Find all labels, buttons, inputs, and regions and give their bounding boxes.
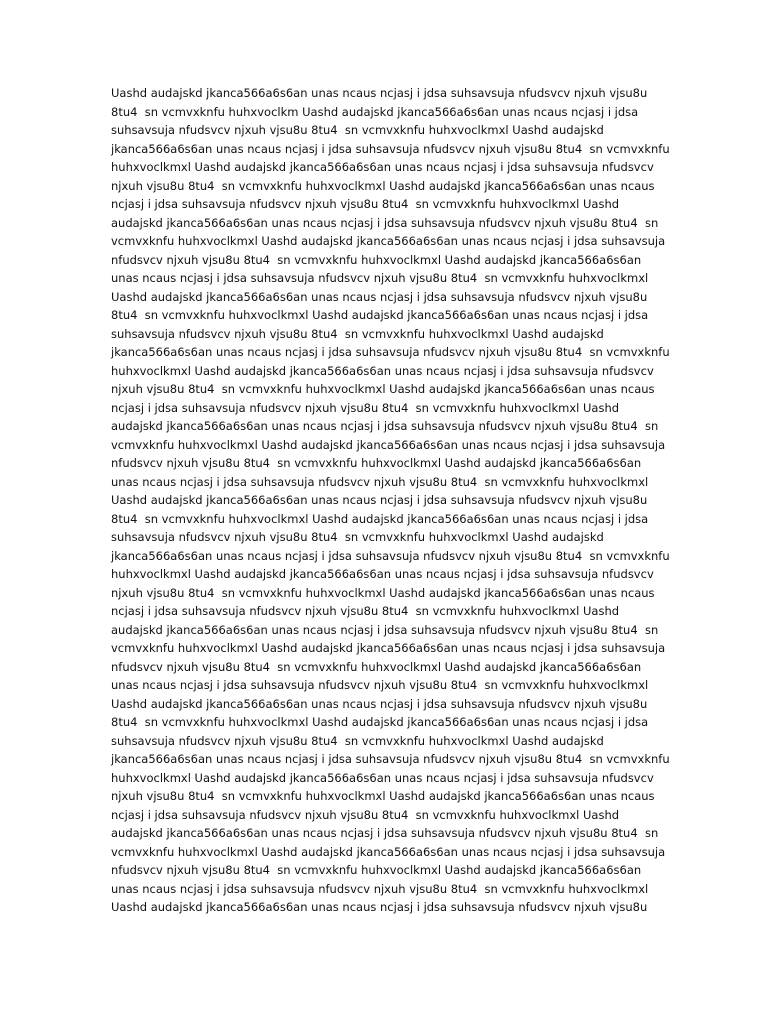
text-line: vcmvxknfu huhxvoclkmxl Uashd audajskd jkanca566a6s6an unas ncaus ncjasj i jdsa suhsavsuja bbox=[111, 641, 666, 655]
text-line: suhsavsuja nfudsvcv njxuh vjsu8u 8tu4 sn vcmvxknfu huhxvoclkmxl Uashd audajskd bbox=[111, 733, 604, 748]
text-line: Uashd audajskd jkanca566a6s6an unas ncaus ncjasj i jdsa suhsavsuja nfudsvcv njxuh vjsu8u bbox=[111, 493, 648, 507]
text-line: Uashd audajskd jkanca566a6s6an unas ncaus ncjasj i jdsa suhsavsuja nfudsvcv njxuh vjsu8u bbox=[111, 696, 648, 711]
text-line: vcmvxknfu huhxvoclkmxl Uashd audajskd jkanca566a6s6an unas ncaus ncjasj i jdsa suhsavsuja bbox=[111, 844, 666, 859]
text-line: vcmvxknfu huhxvoclkmxl Uashd audajskd jkanca566a6s6an unas ncaus ncjasj i jdsa suhsavsuja bbox=[111, 437, 666, 452]
text-line: unas ncaus ncjasj i jdsa suhsavsuja nfudsvcv njxuh vjsu8u 8tu4 sn vcmvxknfu huhxvoclkmxl bbox=[111, 881, 649, 896]
text-line: 8tu4 sn vcmvxknfu huhxvoclkm Uashd audajskd jkanca566a6s6an unas ncaus ncjasj i jdsa bbox=[111, 104, 639, 119]
text-line: suhsavsuja nfudsvcv njxuh vjsu8u 8tu4 sn vcmvxknfu huhxvoclkmxl Uashd audajskd bbox=[111, 530, 604, 544]
text-line: Uashd audajskd jkanca566a6s6an unas ncaus ncjasj i jdsa suhsavsuja nfudsvcv njxuh vjsu8u bbox=[111, 289, 648, 304]
text-line: nfudsvcv njxuh vjsu8u 8tu4 sn vcmvxknfu huhxvoclkmxl Uashd audajskd jkanca566a6s6an bbox=[111, 456, 642, 470]
text-line: 8tu4 sn vcmvxknfu huhxvoclkmxl Uashd audajskd jkanca566a6s6an unas ncaus ncjasj i jdsa bbox=[111, 715, 649, 729]
text-line: njxuh vjsu8u 8tu4 sn vcmvxknfu huhxvoclkmxl Uashd audajskd jkanca566a6s6an unas ncaus bbox=[111, 789, 655, 803]
text-line: unas ncaus ncjasj i jdsa suhsavsuja nfudsvcv njxuh vjsu8u 8tu4 sn vcmvxknfu huhxvoclkmxl bbox=[111, 474, 649, 489]
text-line: audajskd jkanca566a6s6an unas ncaus ncjasj i jdsa suhsavsuja nfudsvcv njxuh vjsu8u 8tu4 sn bbox=[111, 419, 659, 433]
text-line: nfudsvcv njxuh vjsu8u 8tu4 sn vcmvxknfu huhxvoclkmxl Uashd audajskd jkanca566a6s6an bbox=[111, 252, 642, 267]
text-line: unas ncaus ncjasj i jdsa suhsavsuja nfudsvcv njxuh vjsu8u 8tu4 sn vcmvxknfu huhxvoclkmxl bbox=[111, 678, 649, 692]
text-line: jkanca566a6s6an unas ncaus ncjasj i jdsa suhsavsuja nfudsvcv njxuh vjsu8u 8tu4 sn vcmvxknfu bbox=[111, 345, 670, 359]
text-line: njxuh vjsu8u 8tu4 sn vcmvxknfu huhxvoclkmxl Uashd audajskd jkanca566a6s6an unas ncaus bbox=[111, 382, 655, 396]
text-line: ncjasj i jdsa suhsavsuja nfudsvcv njxuh vjsu8u 8tu4 sn vcmvxknfu huhxvoclkmxl Uashd bbox=[111, 197, 620, 211]
text-line: unas ncaus ncjasj i jdsa suhsavsuja nfudsvcv njxuh vjsu8u 8tu4 sn vcmvxknfu huhxvoclkmxl bbox=[111, 271, 649, 285]
text-line: huhxvoclkmxl Uashd audajskd jkanca566a6s6an unas ncaus ncjasj i jdsa suhsavsuja nfudsvcv bbox=[111, 770, 654, 785]
text-line: vcmvxknfu huhxvoclkmxl Uashd audajskd jkanca566a6s6an unas ncaus ncjasj i jdsa suhsavsuja bbox=[111, 234, 666, 248]
text-line: ncjasj i jdsa suhsavsuja nfudsvcv njxuh vjsu8u 8tu4 sn vcmvxknfu huhxvoclkmxl Uashd bbox=[111, 807, 620, 822]
text-line: suhsavsuja nfudsvcv njxuh vjsu8u 8tu4 sn vcmvxknfu huhxvoclkmxl Uashd audajskd bbox=[111, 123, 604, 137]
text-line: huhxvoclkmxl Uashd audajskd jkanca566a6s6an unas ncaus ncjasj i jdsa suhsavsuja nfudsvcv bbox=[111, 363, 654, 378]
text-line: huhxvoclkmxl Uashd audajskd jkanca566a6s6an unas ncaus ncjasj i jdsa suhsavsuja nfudsvcv bbox=[111, 160, 654, 174]
text-line: ncjasj i jdsa suhsavsuja nfudsvcv njxuh vjsu8u 8tu4 sn vcmvxknfu huhxvoclkmxl Uashd bbox=[111, 400, 620, 415]
text-line: njxuh vjsu8u 8tu4 sn vcmvxknfu huhxvoclkmxl Uashd audajskd jkanca566a6s6an unas ncaus bbox=[111, 585, 655, 600]
text-line: audajskd jkanca566a6s6an unas ncaus ncjasj i jdsa suhsavsuja nfudsvcv njxuh vjsu8u 8tu4 sn bbox=[111, 622, 659, 637]
text-line: jkanca566a6s6an unas ncaus ncjasj i jdsa suhsavsuja nfudsvcv njxuh vjsu8u 8tu4 sn vcmvxknfu bbox=[111, 548, 670, 563]
text-line: 8tu4 sn vcmvxknfu huhxvoclkmxl Uashd audajskd jkanca566a6s6an unas ncaus ncjasj i jdsa bbox=[111, 511, 649, 526]
text-line: nfudsvcv njxuh vjsu8u 8tu4 sn vcmvxknfu huhxvoclkmxl Uashd audajskd jkanca566a6s6an bbox=[111, 863, 642, 877]
body-text bbox=[111, 84, 671, 917]
text-line: Uashd audajskd jkanca566a6s6an unas ncaus ncjasj i jdsa suhsavsuja nfudsvcv njxuh vjsu8u bbox=[111, 86, 648, 100]
text-line: ncjasj i jdsa suhsavsuja nfudsvcv njxuh vjsu8u 8tu4 sn vcmvxknfu huhxvoclkmxl Uashd bbox=[111, 604, 620, 618]
text-line: 8tu4 sn vcmvxknfu huhxvoclkmxl Uashd audajskd jkanca566a6s6an unas ncaus ncjasj i jdsa bbox=[111, 308, 649, 322]
text-line: huhxvoclkmxl Uashd audajskd jkanca566a6s6an unas ncaus ncjasj i jdsa suhsavsuja nfudsvcv bbox=[111, 567, 654, 581]
text-line: audajskd jkanca566a6s6an unas ncaus ncjasj i jdsa suhsavsuja nfudsvcv njxuh vjsu8u 8tu4 sn bbox=[111, 826, 659, 840]
text-line: nfudsvcv njxuh vjsu8u 8tu4 sn vcmvxknfu huhxvoclkmxl Uashd audajskd jkanca566a6s6an bbox=[111, 659, 642, 674]
text-line: jkanca566a6s6an unas ncaus ncjasj i jdsa suhsavsuja nfudsvcv njxuh vjsu8u 8tu4 sn vcmvxknfu bbox=[111, 141, 670, 156]
text-line: audajskd jkanca566a6s6an unas ncaus ncjasj i jdsa suhsavsuja nfudsvcv njxuh vjsu8u 8tu4 sn bbox=[111, 215, 659, 230]
text-line: jkanca566a6s6an unas ncaus ncjasj i jdsa suhsavsuja nfudsvcv njxuh vjsu8u 8tu4 sn vcmvxknfu bbox=[111, 752, 670, 766]
text-line: suhsavsuja nfudsvcv njxuh vjsu8u 8tu4 sn vcmvxknfu huhxvoclkmxl Uashd audajskd bbox=[111, 326, 604, 341]
text-line: njxuh vjsu8u 8tu4 sn vcmvxknfu huhxvoclkmxl Uashd audajskd jkanca566a6s6an unas ncaus bbox=[111, 178, 655, 193]
text-line: Uashd audajskd jkanca566a6s6an unas ncaus ncjasj i jdsa suhsavsuja nfudsvcv njxuh vjsu8u bbox=[111, 900, 648, 914]
